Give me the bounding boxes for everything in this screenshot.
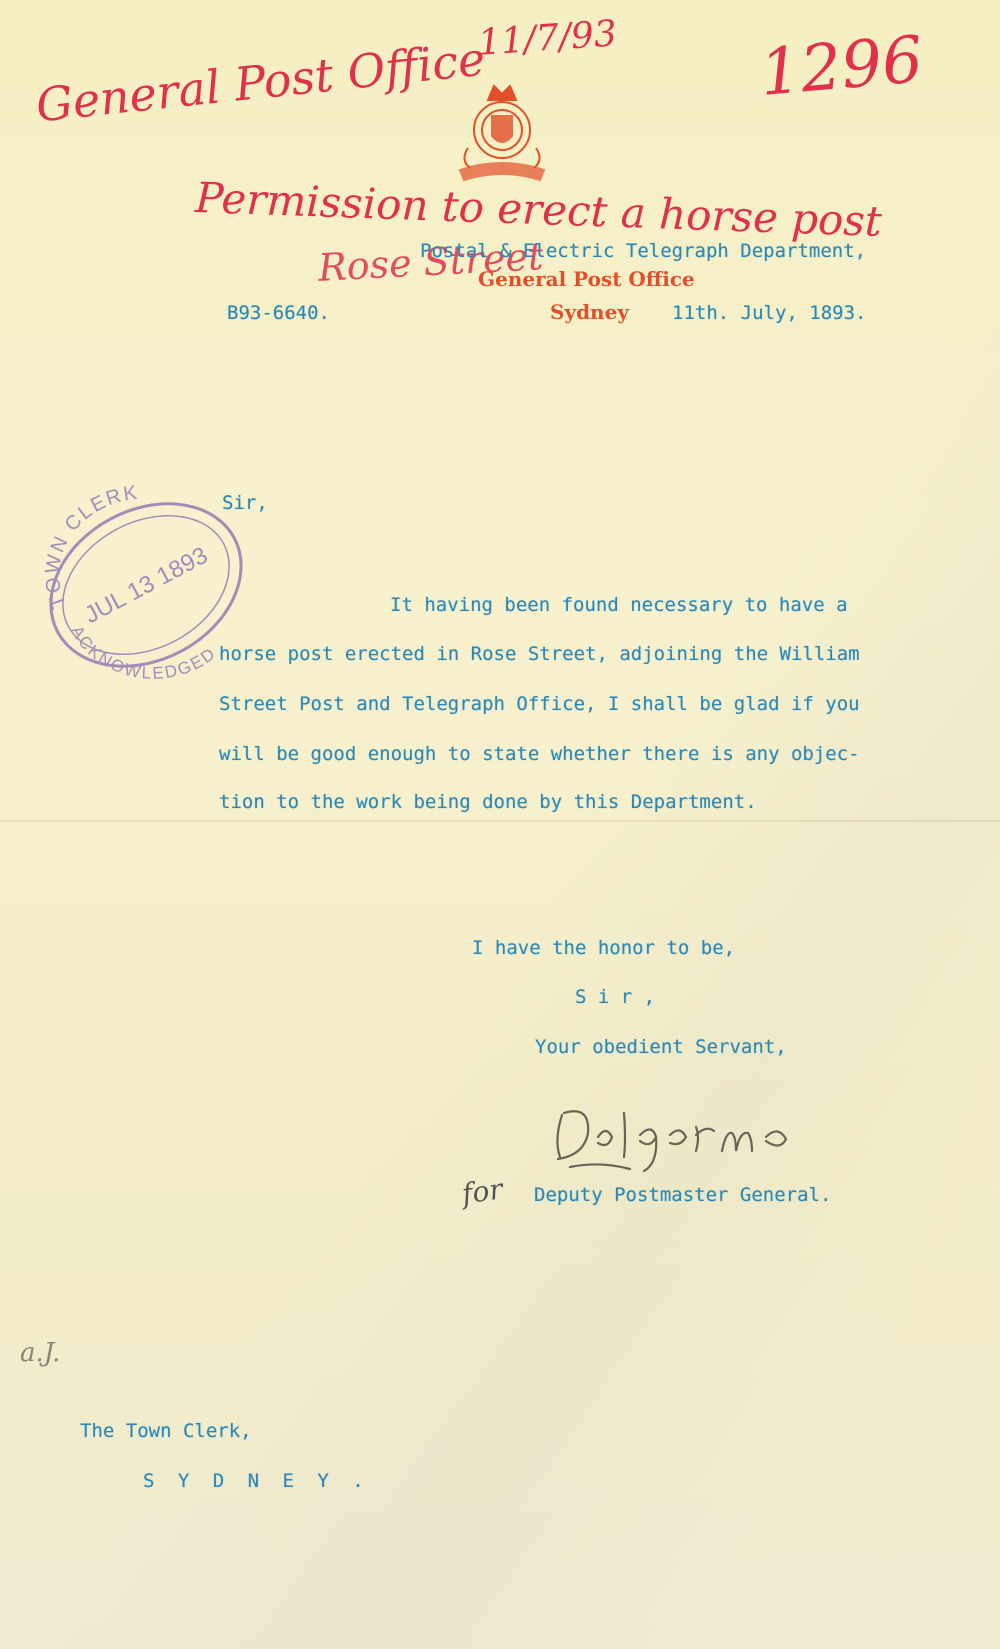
city-name: Sydney: [550, 300, 629, 324]
pencil-initials: a.J.: [20, 1338, 61, 1368]
body-line-3: Street Post and Telegraph Office, I shall be glad if you: [219, 693, 860, 715]
letter-date: 11th. July, 1893.: [672, 302, 867, 324]
office-name: General Post Office: [478, 267, 695, 291]
department-name: Postal & Electric Telegraph Department,: [420, 240, 867, 262]
body-line-1: It having been found necessary to have a: [390, 594, 848, 616]
closing-line-1: I have the honor to be,: [472, 937, 736, 959]
stamp-bottom-text: ACKNOWLEDGED: [67, 622, 220, 683]
body-line-4: will be good enough to state whether there is any objec-: [219, 743, 860, 765]
annotation-date: 11/7/93: [476, 13, 619, 64]
salutation: Sir,: [222, 492, 268, 514]
reference-number: B93-6640.: [227, 302, 330, 324]
paper-fold: [0, 820, 1000, 822]
addressee-line-2: S Y D N E Y .: [143, 1470, 370, 1492]
stamp-top-text: TOWN CLERK: [41, 485, 141, 612]
closing-line-2: S i r ,: [575, 986, 656, 1008]
stamp-date: JUL 13 1893: [80, 541, 213, 630]
annotation-subject-line-1: Permission to erect a horse post: [194, 173, 883, 246]
body-line-5: tion to the work being done by this Department.: [219, 791, 757, 813]
annotation-file-number: 1296: [757, 23, 926, 111]
royal-coat-of-arms-icon: [450, 78, 555, 193]
signatory-title: Deputy Postmaster General.: [534, 1184, 832, 1206]
signature: [540, 1085, 820, 1175]
annotation-general-post-office: General Post Office: [33, 31, 488, 133]
per-annotation: for: [459, 1172, 505, 1211]
annotation-subject-line-2: Rose Street: [317, 234, 545, 290]
addressee-line-1: The Town Clerk,: [80, 1420, 252, 1442]
body-line-2: horse post erected in Rose Street, adjoining the William: [219, 643, 860, 665]
closing-line-3: Your obedient Servant,: [535, 1036, 787, 1058]
